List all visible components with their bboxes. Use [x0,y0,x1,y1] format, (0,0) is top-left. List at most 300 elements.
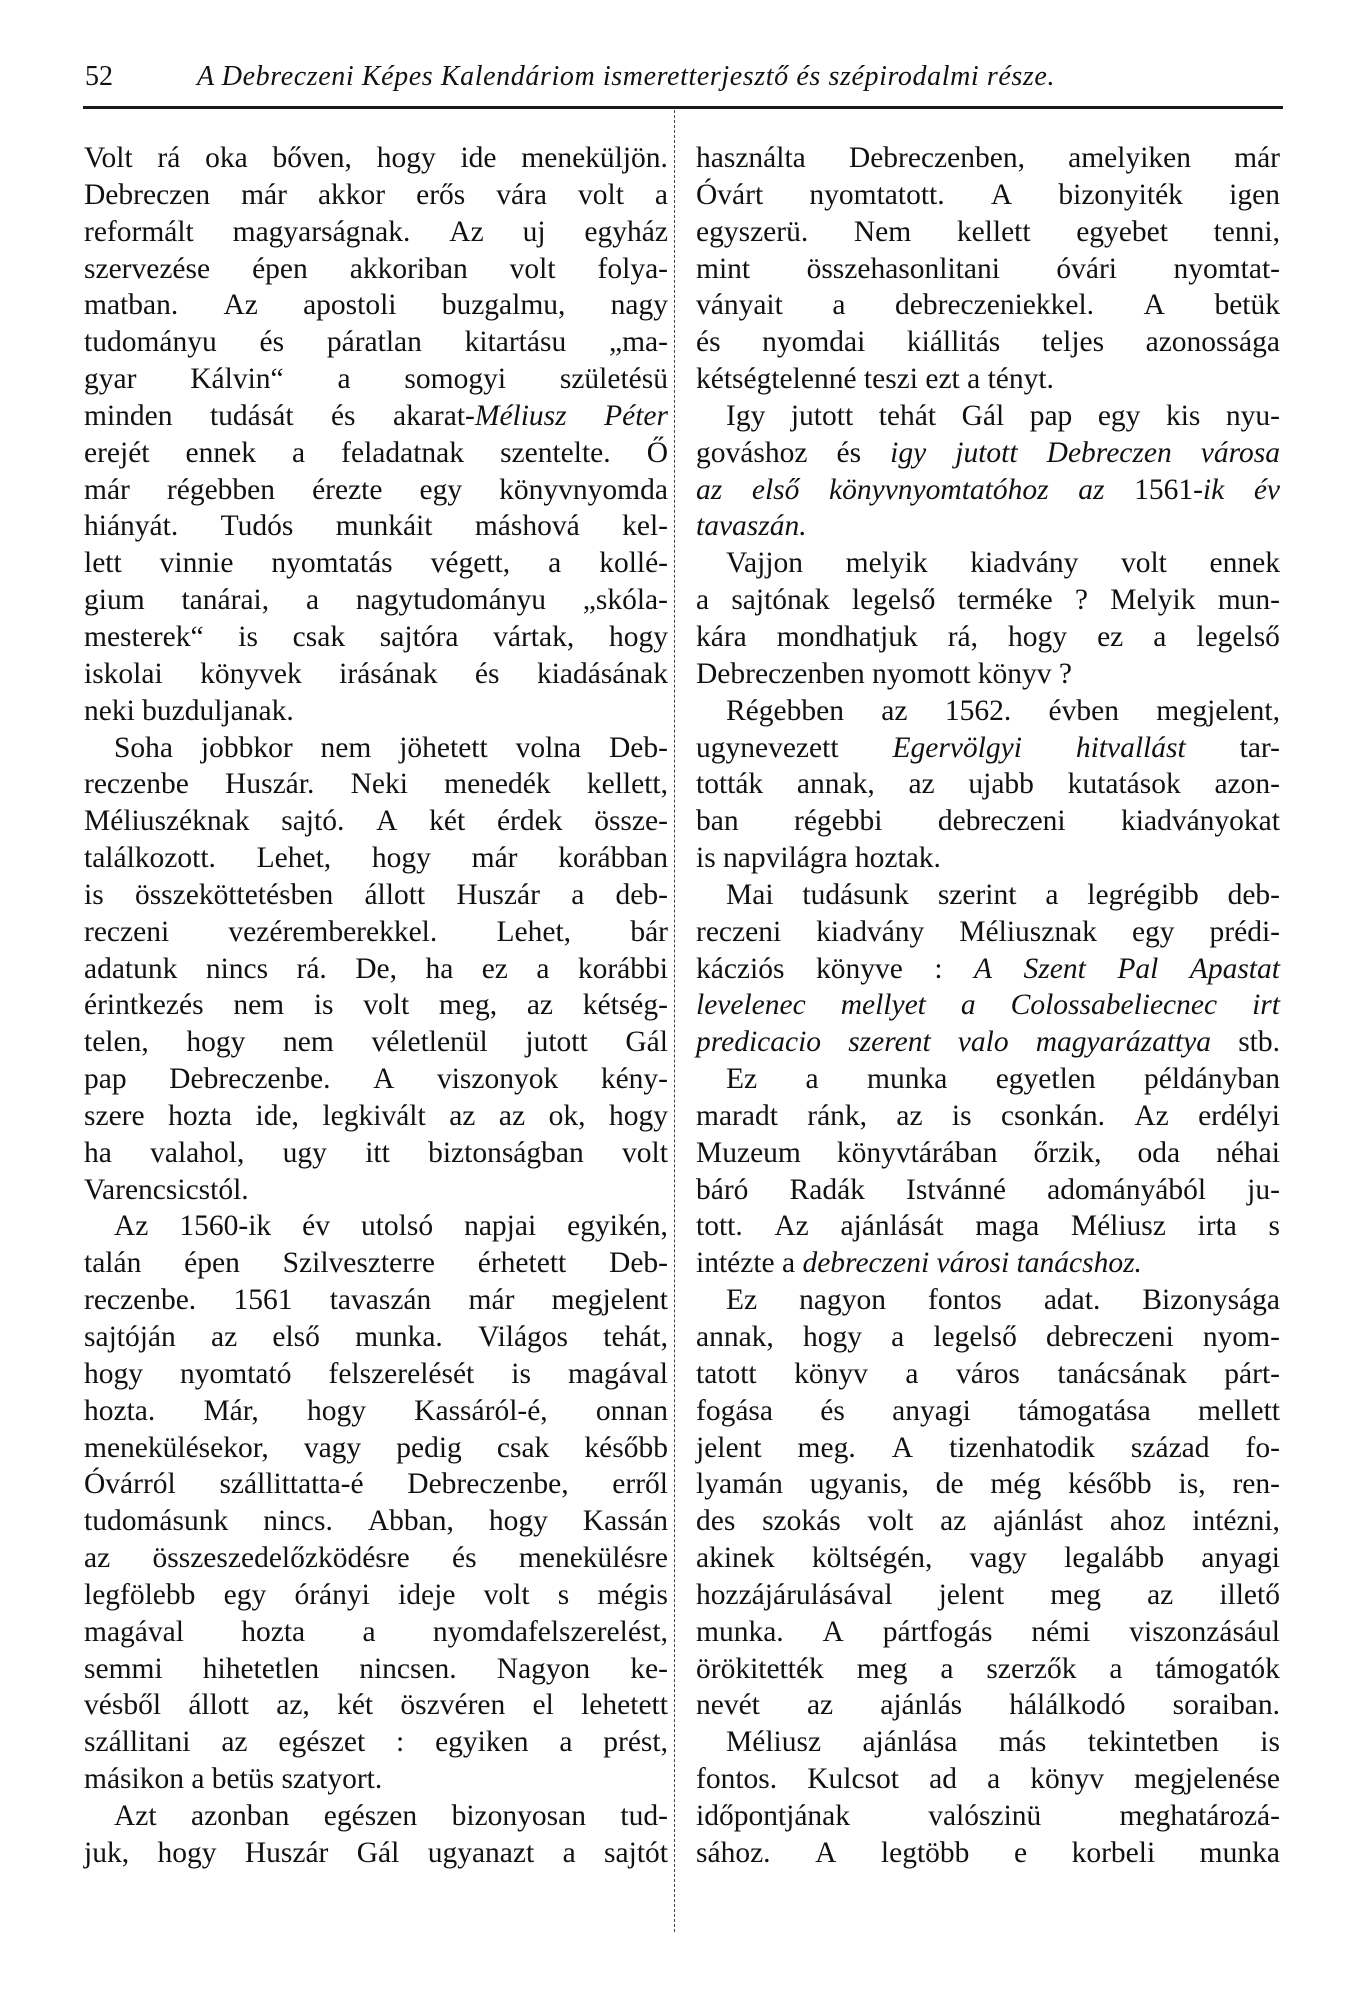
word [84,398,173,435]
line-text: tanárai, [181,584,270,617]
line-text: megjelenése [1134,1763,1280,1796]
text-line [84,1245,668,1282]
word [726,877,774,914]
text-line [84,287,668,324]
word [762,324,865,361]
word [181,582,269,619]
word [464,1208,536,1245]
line-text: órányi [294,1578,370,1611]
word [990,1466,1041,1503]
word [696,1319,774,1356]
word [256,1098,299,1135]
word [986,1651,1076,1688]
line-text: nyu- [1225,399,1280,432]
word [945,693,1011,730]
line-text: bár [630,915,668,948]
text-line [696,1540,1280,1577]
line-text: két [337,1689,374,1722]
word [168,1098,232,1135]
word [802,877,909,914]
line-text: Volt [84,142,133,174]
line-text: könyve [815,952,903,985]
word [929,1761,957,1798]
line-text: ugy [282,1136,327,1169]
word [1232,1466,1280,1503]
line-text: Tudós [220,510,294,543]
word [499,1098,525,1135]
line-text: : [934,952,943,985]
word [1173,251,1280,288]
word [521,140,668,177]
text-line [84,1466,668,1503]
word [276,1687,310,1724]
word [849,140,1025,177]
line-text: s [1268,1210,1280,1243]
line-text: végett, [430,547,511,580]
word [157,1835,216,1872]
line-text: az [221,1726,248,1759]
word [854,214,911,251]
line-text: támogatók [1155,1652,1280,1685]
word [956,1356,1020,1393]
word [1047,435,1172,472]
word [794,803,882,840]
word [1071,1208,1166,1245]
word [1198,1098,1280,1135]
word [812,1540,932,1577]
line-text: Kulcsot [807,1763,900,1796]
line-text: s [557,1578,570,1611]
word [1064,1540,1164,1577]
word [449,1098,475,1135]
line-text: gováshoz [696,436,808,469]
word [160,545,234,582]
line-text: nem [320,731,372,764]
line-text: év [302,1210,330,1243]
word [84,1098,145,1135]
word [372,840,431,877]
line-text: épen [252,252,308,285]
italic-text: év [1253,473,1280,506]
line-text: használta [696,142,806,174]
word [84,766,189,803]
line-text: és [696,326,721,359]
line-text: példányban [1144,1063,1280,1096]
text-line [84,1687,668,1724]
word [283,1135,327,1172]
word [696,214,808,251]
word [292,435,305,472]
word [433,1614,668,1651]
word [150,1135,244,1172]
line-text: semmi [84,1652,163,1685]
line-text: Régebben [726,694,844,727]
line-text: munka [867,1063,948,1096]
word [186,1024,245,1061]
word [726,693,844,730]
word [1201,1540,1280,1577]
word [1121,545,1167,582]
word [939,1577,1005,1614]
text-line [696,914,1280,951]
word [1254,472,1280,509]
line-text: összehasonlitani [806,252,1000,285]
line-text: annak, [696,1321,774,1353]
word [958,1024,1009,1061]
line-text: találkozott. [84,842,216,875]
word [456,877,540,914]
word [696,1835,771,1872]
line-text: tekintetben [1087,1726,1219,1759]
text-line [84,656,668,693]
line-text: Muzeum [696,1136,801,1169]
word [373,1061,394,1098]
line-text: kiadásának [536,657,668,690]
line-text: legrégibb [1087,878,1199,911]
line-text: ide [460,142,497,174]
line-text: des [696,1505,736,1538]
word [696,766,763,803]
line-text: volt [622,1136,668,1169]
line-text: jelent [938,1578,1005,1611]
word [1238,1024,1280,1061]
line-text: munka. [355,1321,443,1353]
line-text: fo- [1245,1431,1280,1464]
word [84,435,150,472]
word [1214,214,1280,251]
text-line [84,693,668,730]
line-text: kény- [600,1063,668,1096]
word [484,1577,530,1614]
line-text: meg, [438,989,498,1022]
word [696,1098,778,1135]
word [996,1061,1096,1098]
line-text: Méliuszéknak [84,805,250,838]
line-text: hogy [306,1394,366,1427]
italic-text: valo [957,1026,1009,1059]
word [404,361,506,398]
word [1110,1503,1166,1540]
text-line [696,1687,1280,1724]
line-text: A [891,1431,914,1464]
text-line [696,803,1280,840]
line-text: rá [157,142,181,174]
line-text: maradt [696,1099,778,1132]
line-text: ennek [185,436,256,469]
line-text: régebbi [794,805,883,838]
text-line [84,1061,668,1098]
word [135,877,333,914]
word [1190,951,1280,988]
line-text: munka [1199,1836,1280,1869]
line-text: irta [1197,1210,1237,1243]
word [84,840,216,877]
line-text: reczeni [696,915,782,948]
italic-text: Péter [604,399,668,432]
line-text: legtöbb [880,1836,970,1869]
line-text: a [292,436,306,469]
word [1196,619,1280,656]
line-text: folya- [597,252,668,285]
word [497,803,563,840]
word [696,140,806,177]
word [223,287,257,324]
line-text: gyar [84,363,137,396]
word [365,1135,390,1172]
word [84,1614,184,1651]
word [1214,766,1280,803]
word [179,1208,271,1245]
word [816,951,903,988]
word [806,1061,819,1098]
line-text: irásának [339,657,438,690]
word [906,1172,1006,1209]
word [364,877,425,914]
text-line [696,693,1280,730]
word [1166,398,1200,435]
italic-text: mellyet [840,989,926,1022]
line-text: sajtónak [731,584,830,617]
line-text: Huszár. [225,768,315,801]
line-text: már [241,178,287,211]
line-text: legelső [851,584,936,617]
word [991,177,1012,214]
word [696,1577,893,1614]
line-text: azonban [191,1799,290,1832]
word [612,1466,668,1503]
line-text: egyszerü. [696,215,809,248]
word [601,1061,668,1098]
line-text: Ez [726,1063,758,1096]
text-line [84,1503,668,1540]
word [380,619,459,656]
line-text: mun- [1217,584,1280,617]
word [337,1687,373,1724]
word [609,730,668,767]
word [398,1577,455,1614]
word [1134,472,1224,509]
line-text: épen [184,1247,240,1280]
line-text: felszerelését [328,1357,475,1390]
line-text: könyvek [200,657,302,690]
word [210,398,294,435]
word [314,987,334,1024]
line-text: volt [867,1505,914,1538]
line-text: nyomdafelszerelést, [432,1615,668,1648]
word [1198,1393,1280,1430]
word [837,1135,998,1172]
line-text: kis [1165,399,1201,432]
word [233,1282,292,1319]
text-line [696,1651,1280,1688]
word [497,1651,590,1688]
word [762,1503,841,1540]
line-text: kára [696,620,747,653]
word [857,1651,908,1688]
word [537,656,668,693]
word [993,1503,1083,1540]
word [84,251,210,288]
line-text: pedig [396,1431,462,1464]
word [558,840,668,877]
word [359,1651,457,1688]
line-text: legelső [933,1321,1017,1353]
line-text: menekülésekor, [84,1431,269,1464]
line-text: ez [481,952,508,985]
line-text: szállitani [84,1726,191,1759]
word [696,1687,760,1724]
word [696,730,839,767]
word [241,177,287,214]
text-line [84,1577,668,1614]
line-text: kellett [956,215,1031,248]
line-text: : [396,1726,405,1759]
line-text: egyikén, [567,1210,668,1243]
word [568,1356,668,1393]
word [611,287,668,324]
word [803,1319,862,1356]
word [355,951,397,988]
word [1078,472,1104,509]
word [533,1687,554,1724]
line-text: annak, [796,768,875,801]
line-text: az [908,768,935,801]
line-text: terméke [957,584,1053,617]
line-text: Gál [961,399,1005,432]
word [696,1503,735,1540]
text-line [84,251,668,288]
word [620,1798,668,1835]
line-text: tenni, [1213,215,1280,248]
word [260,324,285,361]
line-text: tehát [878,399,937,432]
word [881,693,907,730]
line-text: ennek [1209,547,1280,580]
line-text: már [471,842,518,875]
word [84,1430,269,1467]
word [302,1208,330,1245]
line-text: Óvárról [84,1468,176,1501]
line-text: melyik [845,547,928,580]
word [493,619,574,656]
line-text: máshová [474,510,580,543]
word [1057,1356,1186,1393]
line-text: megjelent, [1156,694,1280,727]
word [1147,1577,1173,1614]
word [696,1208,743,1245]
word [1068,766,1181,803]
italic-text: jutott [955,436,1018,469]
word [867,1061,947,1098]
line-text: az [940,1505,967,1538]
word [726,1282,757,1319]
header-rule [83,106,1283,109]
line-text: jobbkor [200,731,293,764]
word [571,877,584,914]
line-text: szere [84,1099,145,1132]
line-text: sajtóján [84,1321,176,1353]
text-line [84,1761,668,1798]
word [1173,1687,1280,1724]
text-line [84,1282,668,1319]
word [840,1208,943,1245]
line-text: ide, [255,1099,299,1132]
line-text: nincs. [263,1505,333,1538]
line-text: ke- [630,1652,668,1685]
word [933,1319,1017,1356]
text-line [696,1024,1280,1061]
line-text: erdélyi [1198,1099,1280,1132]
word [1088,1724,1219,1761]
text-line [696,508,1280,545]
line-text: a [654,178,668,211]
line-text: kitartásu [464,326,567,359]
text-line [84,435,668,472]
line-text: egy [1131,915,1175,948]
word [603,1724,668,1761]
word [1134,1098,1168,1135]
line-text: matban. [84,289,179,322]
word [1068,1466,1152,1503]
word [84,951,177,988]
word [940,1651,953,1688]
line-text: ugyanazt [427,1836,535,1869]
line-text: ugyanis, [809,1468,909,1501]
word [469,1282,515,1319]
word [883,1614,993,1651]
word [84,1687,161,1724]
word [1210,914,1280,951]
line-text: Vajjon [726,547,804,580]
word [478,1319,568,1356]
word [807,1098,867,1135]
italic-text: első [751,473,800,506]
line-text: összeköttetésben [134,878,334,911]
line-text: mint [696,252,751,285]
word [630,1651,668,1688]
word [999,1724,1047,1761]
text-line [84,472,668,509]
word [949,1430,1095,1467]
line-text: tudását [209,399,294,432]
line-text: deb- [1227,878,1280,911]
line-text: Óvárt [696,178,764,211]
line-text: ha [425,952,454,985]
word [1110,582,1195,619]
word [1031,1614,1090,1651]
word [84,1393,155,1430]
word [84,987,204,1024]
line-text: soraiban. [1172,1689,1280,1722]
word [1131,1430,1210,1467]
text-line [84,1835,668,1872]
line-text: tudásunk [802,878,909,911]
word [357,1835,400,1872]
line-text: pap [84,1063,127,1096]
right-column [696,140,1280,1872]
word [1042,324,1104,361]
word [429,803,465,840]
word [841,987,926,1024]
line-text: volt [483,1578,530,1611]
line-text: adat. [1043,1284,1101,1317]
word [1216,1135,1280,1172]
line-text: Debreczenben nyomott könyv ? [696,657,1072,690]
line-text: Ez [726,1284,758,1317]
word [1137,1135,1180,1172]
line-text: is, [1178,1468,1206,1501]
line-text: volt [509,252,556,285]
